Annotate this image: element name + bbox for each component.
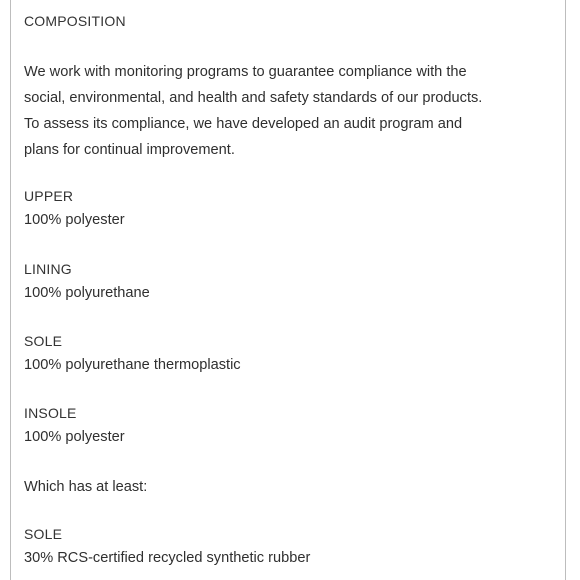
section-value: 100% polyester — [24, 429, 125, 445]
section-value: 100% polyurethane — [24, 285, 150, 301]
intro-paragraph — [24, 59, 560, 163]
section-value: 100% polyurethane thermoplastic — [24, 357, 241, 373]
section-label: LINING — [24, 261, 72, 277]
section-label: SOLE — [24, 333, 63, 349]
section-upper — [24, 186, 560, 230]
recycled-note: Which has at least: — [24, 479, 148, 495]
composition-heading: COMPOSITION — [24, 13, 126, 29]
section-value: 100% polyester — [24, 212, 125, 228]
section-recycled-sole — [24, 524, 560, 568]
intro-line: We work with monitoring programs to guarantee compliance with the — [24, 64, 467, 80]
intro-line: plans for continual improvement. — [24, 142, 235, 158]
section-lining — [24, 259, 560, 303]
intro-line: social, environmental, and health and safety standards of our products. — [24, 90, 483, 106]
section-sole — [24, 331, 560, 375]
intro-line: To assess its compliance, we have developed an audit program and — [24, 116, 463, 132]
section-value: 30% RCS-certified recycled synthetic rubber — [24, 550, 311, 566]
section-label: UPPER — [24, 188, 74, 204]
section-label: INSOLE — [24, 405, 77, 421]
section-label: SOLE — [24, 526, 63, 542]
section-insole — [24, 403, 560, 447]
